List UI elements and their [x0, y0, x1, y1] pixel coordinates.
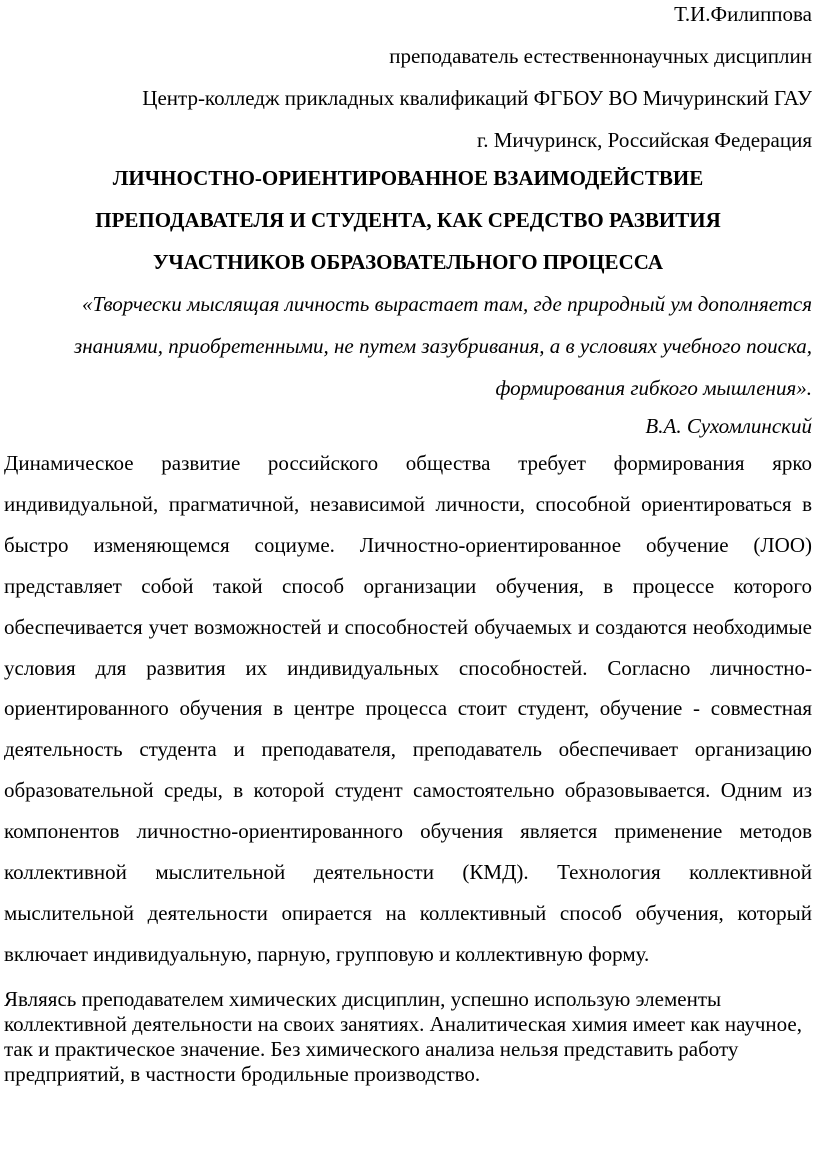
author-institution: Центр-колледж прикладных квалификаций ФГБОУ ВО Мичуринский ГАУ [142, 86, 812, 110]
author-position: преподаватель естественнонаучных дисциплин [389, 44, 812, 68]
author-location: г. Мичуринск, Российская Федерация [476, 128, 812, 152]
body-paragraph: Динамическое развитие российского общества требует формирования ярко индивидуальной, прагматичной, независимой личности, способной ориентироваться в быстро изменяющемся социуме. Личностно-ориентированное обучение (ЛОО) представляет собой такой способ организации обучения, в процессе которого обеспечивается учет возможностей и способностей обучаемых и создаются необходимые условия для развития их индивидуальных способностей. Согласно личностно-ориентированного обучения в центре процесса стоит студент, обучение - совместная деятельность студента и преподавателя, преподаватель обеспечивает организацию образовательной среды, в которой студент самостоятельно образовывается. Одним из компонентов личностно-ориентированного обучения является применение методов коллективной мыслительной деятельности (КМД). Технология коллективной мыслительной деятельности опирается на коллективный способ обучения, который включает индивидуальную, парную, групповую и коллективную форму. [4, 451, 812, 966]
article-title: ЛИЧНОСТНО-ОРИЕНТИРОВАННОЕ ВЗАИМОДЕЙСТВИЕ ПРЕПОДАВАТЕЛЯ И СТУДЕНТА, КАК СРЕДСТВО РАЗВИТИЯ УЧАСТНИКОВ ОБРАЗОВАТЕЛЬНОГО ПРОЦЕССА [95, 166, 721, 274]
epigraph-author: В.А. Сухомлинский [645, 414, 812, 438]
epigraph-quote: «Творчески мыслящая личность вырастает там, где природный ум дополняется знаниями, приобретенными, не путем зазубривания, а в условиях учебного поиска, формирования гибкого мышления». [74, 292, 812, 400]
body-paragraph: Являясь преподавателем химических дисциплин, успешно использую элементы коллективной деятельности на своих занятиях. Аналитическая химия имеет как научное, так и практическое значение. Без химического анализа нельзя представить работу предприятий, в частности бродильные производство. [4, 986, 802, 1086]
author-name: Т.И.Филиппова [674, 2, 812, 26]
